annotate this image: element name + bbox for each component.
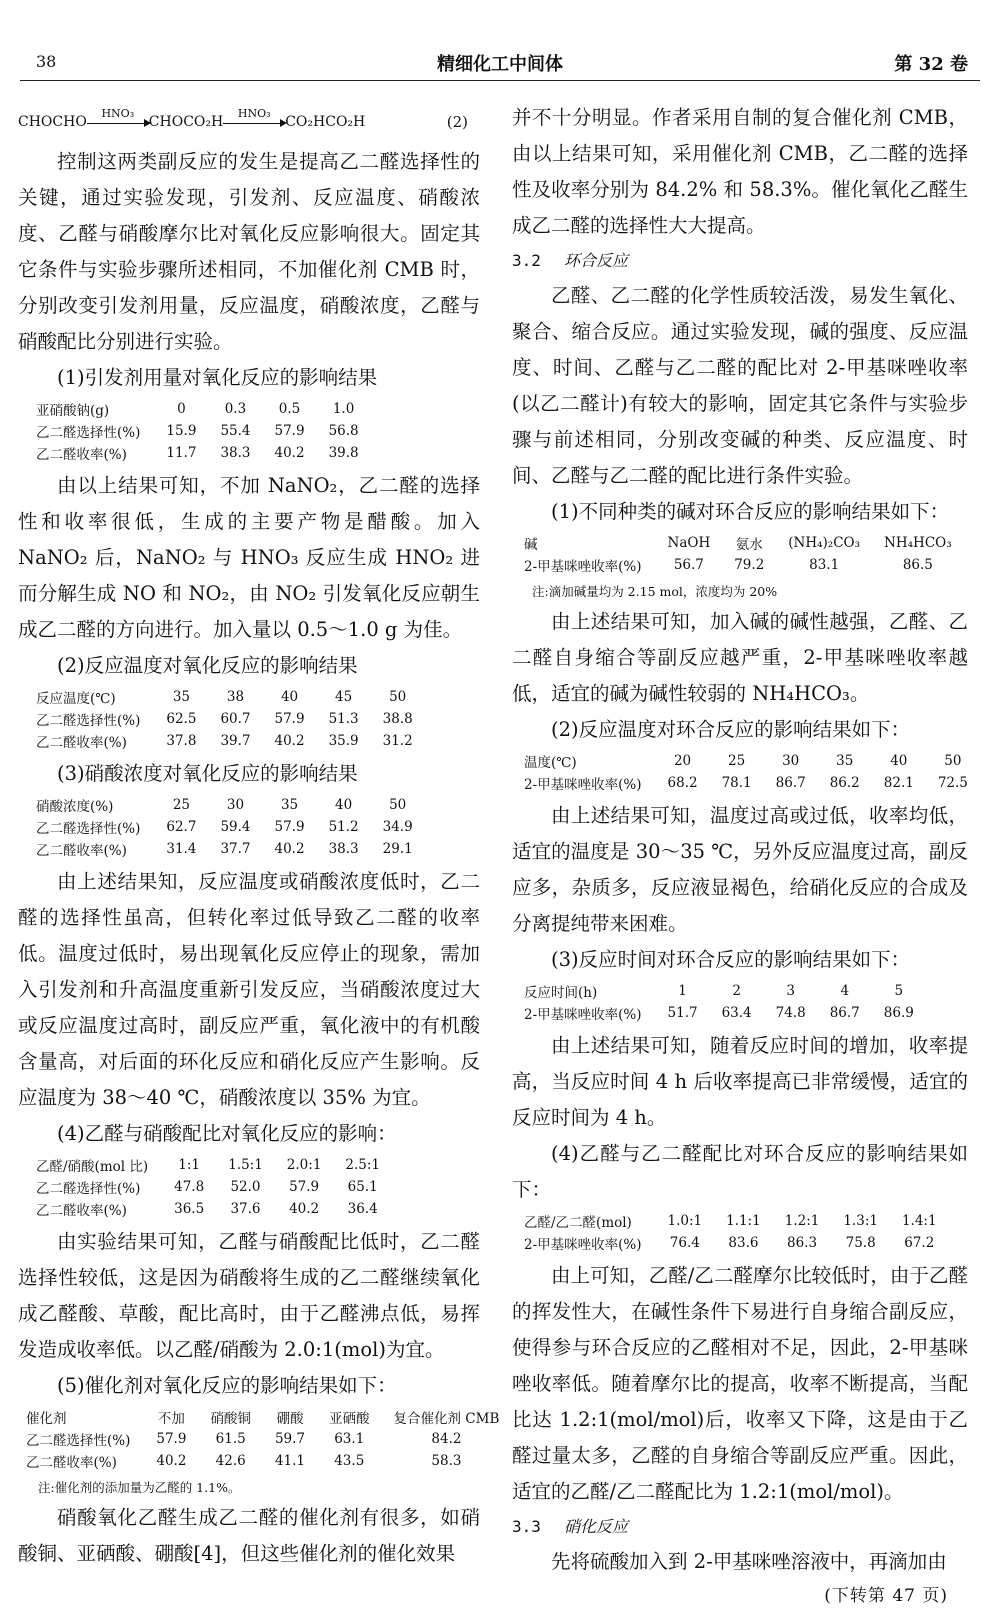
table-cell: 30 bbox=[226, 797, 245, 813]
table-cell: 47.8 bbox=[174, 1179, 205, 1195]
table-cell: 59.7 bbox=[274, 1431, 305, 1447]
table-cell: 63.4 bbox=[721, 1005, 752, 1021]
table-row bbox=[36, 398, 371, 420]
table-cell: 59.4 bbox=[220, 819, 251, 835]
arrow-reagent-1: HNO₃ bbox=[101, 106, 135, 120]
table-cell: 3 bbox=[786, 983, 795, 999]
table-cell: (NH₄)₂CO₃ bbox=[788, 535, 861, 551]
table-cell: 51.3 bbox=[328, 711, 359, 727]
table-cell: 40.2 bbox=[156, 1453, 187, 1469]
table-row bbox=[36, 442, 371, 464]
subheading: (3)硝酸浓度对氧化反应的影响结果 bbox=[57, 762, 358, 785]
table-cell: 57.9 bbox=[156, 1431, 187, 1447]
table-row bbox=[524, 980, 926, 1002]
paragraph: 由上可知，乙醛/乙二醛摩尔比较低时，由于乙醛的挥发性大，在碱性条件下易进行自身缩合副反应，使得参与环合反应的乙醛相对不足，因此，2-甲基咪唑收率低。随着摩尔比的提高，收率不断提高，当配比达 1.2:1(mol/mol)后，收率又下降，这是由于乙醛过量太多，乙醛的自身缩合等副反应严重。因此，适宜的乙醛/乙二醛配比为 1.2:1(mol/mol)。 bbox=[512, 1264, 968, 1503]
table-cell: 40.2 bbox=[289, 1201, 320, 1217]
section-heading bbox=[512, 1510, 968, 1544]
page-number: 38 bbox=[36, 52, 57, 71]
table-cell: 15.9 bbox=[166, 423, 197, 439]
data-table bbox=[524, 1210, 949, 1254]
table-cell: NaOH bbox=[667, 535, 711, 551]
table-cell: 50 bbox=[389, 689, 407, 705]
table-row bbox=[524, 1232, 949, 1254]
table-cell: 61.5 bbox=[215, 1431, 246, 1447]
table-cell: 2.0:1 bbox=[286, 1157, 322, 1173]
table-cell: 68.2 bbox=[667, 775, 698, 791]
table-cell: 51.7 bbox=[667, 1005, 698, 1021]
data-table bbox=[524, 532, 964, 576]
table-cell: 0.5 bbox=[278, 401, 301, 417]
paragraph: 由上述结果知，反应温度或硝酸浓度低时，乙二醛的选择性虽高，但转化率过低导致乙二醛的收率低。温度过低时，易出现氧化反应停止的现象，需加入引发剂和升高温度重新引发反应，当硝酸浓度过大或反应温度过高时，副反应严重，氧化液中的有机酸含量高，对后面的环化反应和硝化反应产生影响。反应温度为 38～40 ℃，硝酸浓度以 35% 为宜。 bbox=[18, 870, 480, 1109]
table-row bbox=[524, 750, 980, 772]
table-cell: 57.9 bbox=[289, 1179, 320, 1195]
table-cell: 30 bbox=[782, 753, 800, 769]
table-cell: 35.9 bbox=[328, 733, 359, 749]
table-cell: 55.4 bbox=[220, 423, 251, 439]
table-cell: 38.3 bbox=[328, 841, 359, 857]
table-cell: 50 bbox=[389, 797, 407, 813]
table-cell: 56.8 bbox=[328, 423, 359, 439]
page-header bbox=[20, 44, 980, 81]
table-note: 注:滴加碱量均为 2.15 mol，浓度均为 20% bbox=[532, 584, 778, 599]
table-row bbox=[524, 554, 964, 576]
table-cell: 4 bbox=[840, 983, 850, 999]
table-cell: 1.4:1 bbox=[901, 1213, 937, 1229]
subheading: (1)不同种类的碱对环合反应的影响结果如下： bbox=[551, 500, 950, 523]
table-cell: 38.8 bbox=[382, 711, 413, 727]
table-cell: 2 bbox=[732, 983, 741, 999]
table-cell: 45 bbox=[335, 689, 353, 705]
formula-product-1: CHOCO₂H bbox=[148, 114, 224, 130]
table-cell: 57.9 bbox=[274, 423, 305, 439]
table-cell: 5 bbox=[894, 983, 904, 999]
table-cell: 25 bbox=[728, 753, 746, 769]
data-table bbox=[524, 750, 980, 794]
table-cell: 83.1 bbox=[809, 557, 840, 573]
subheading: (4)乙醛与乙二醛配比对环合反应的影响结果如下： bbox=[512, 1142, 968, 1201]
table-cell: 1.0:1 bbox=[667, 1213, 703, 1229]
table-row bbox=[36, 838, 425, 860]
row-header: 乙二醛收率(%) bbox=[36, 1203, 127, 1219]
table-cell: 57.9 bbox=[274, 711, 305, 727]
paragraph: 先将硫酸加入到 2-甲基咪唑溶液中，再滴加由 bbox=[551, 1550, 947, 1573]
table-cell: 43.5 bbox=[334, 1453, 365, 1469]
subheading: (1)引发剂用量对氧化反应的影响结果 bbox=[57, 366, 378, 389]
paragraph: 并不十分明显。作者采用自制的复合催化剂 CMB，由以上结果可知，采用催化剂 CMB，乙二醛的选择性及收率分别为 84.2% 和 58.3%。催化氧化乙醛生成乙二醛的选择性大大提高。 bbox=[512, 106, 968, 237]
table-cell: 82.1 bbox=[883, 775, 914, 791]
table-cell: 86.5 bbox=[902, 557, 933, 573]
table-row bbox=[524, 772, 980, 794]
row-header: 反应温度(℃) bbox=[36, 691, 116, 707]
paragraph: 控制这两类副反应的发生是提高乙二醛选择性的关键，通过实验发现，引发剂、反应温度、硝酸浓度、乙醛与硝酸摩尔比对氧化反应影响很大。固定其它条件与实验步骤所述相同，不加催化剂 CMB 时，分别改变引发剂用量，反应温度，硝酸浓度，乙醛与硝酸配比分别进行实验。 bbox=[18, 150, 480, 353]
row-header: 乙二醛选择性(%) bbox=[36, 425, 141, 441]
table-cell: 36.4 bbox=[347, 1201, 378, 1217]
row-header: 乙二醛选择性(%) bbox=[36, 1181, 141, 1197]
table-cell: 亚硒酸 bbox=[329, 1411, 370, 1427]
table-row bbox=[36, 1176, 392, 1198]
table-row bbox=[524, 532, 964, 554]
table-cell: 1.3:1 bbox=[843, 1213, 878, 1229]
paragraph: 由上述结果可知，温度过高或过低，收率均低，适宜的温度是 30～35 ℃，另外反应温度过高，副反应多，杂质多，反应液显褐色，给硝化反应的合成及分离提纯带来困难。 bbox=[512, 804, 968, 935]
paragraph: 由以上结果可知，不加 NaNO₂，乙二醛的选择性和收率很低，生成的主要产物是醋酸。加入 NaNO₂ 后，NaNO₂ 与 HNO₃ 反应生成 HNO₂ 进而分解生成 NO 和 NO₂，由 NO₂ 引发氧化反应朝生成乙二醛的方向进行。加入量以 0.5～1.0 g 为佳。 bbox=[18, 474, 480, 641]
table-cell: 41.1 bbox=[274, 1453, 305, 1469]
subheading: (5)催化剂对氧化反应的影响结果如下： bbox=[57, 1374, 397, 1397]
table-cell: 36.5 bbox=[174, 1201, 205, 1217]
table-cell: 58.3 bbox=[431, 1453, 462, 1469]
data-table bbox=[36, 794, 425, 860]
table-cell: 复合催化剂 CMB bbox=[393, 1411, 500, 1427]
reaction-equation bbox=[18, 100, 480, 144]
table-row bbox=[524, 1002, 926, 1024]
reaction-arrow-1 bbox=[87, 106, 149, 124]
table-cell: 40 bbox=[335, 797, 353, 813]
table-cell: 37.8 bbox=[166, 733, 197, 749]
table-cell: 不加 bbox=[157, 1411, 185, 1427]
row-header: 亚硝酸钠(g) bbox=[36, 403, 110, 419]
table-cell: 2.5:1 bbox=[345, 1157, 381, 1173]
table-cell: 20 bbox=[673, 753, 692, 769]
table-cell: 62.7 bbox=[166, 819, 197, 835]
table-cell: 75.8 bbox=[845, 1235, 876, 1251]
table-cell: 40.2 bbox=[274, 445, 305, 461]
table-cell: 34.9 bbox=[382, 819, 413, 835]
table-row bbox=[36, 1198, 392, 1220]
table-cell: 52.0 bbox=[230, 1179, 261, 1195]
table-cell: 84.2 bbox=[431, 1431, 462, 1447]
data-table bbox=[36, 398, 371, 464]
row-header: 反应时间(h) bbox=[524, 985, 598, 1001]
table-cell: 37.6 bbox=[230, 1201, 261, 1217]
table-cell: 29.1 bbox=[382, 841, 413, 857]
row-header: 乙醛/硝酸(mol 比) bbox=[36, 1159, 149, 1175]
table-cell: 1:1 bbox=[178, 1157, 201, 1173]
row-header: 乙二醛收率(%) bbox=[36, 735, 127, 751]
row-header: 乙二醛选择性(%) bbox=[26, 1433, 131, 1449]
table-cell: 50 bbox=[944, 753, 962, 769]
table-cell: 86.7 bbox=[775, 775, 806, 791]
table-row bbox=[26, 1406, 511, 1428]
row-header: 催化剂 bbox=[26, 1411, 67, 1427]
table-cell: 11.7 bbox=[166, 445, 197, 461]
table-row bbox=[36, 794, 425, 816]
row-header: 2-甲基咪唑收率(%) bbox=[524, 1007, 642, 1023]
equation-number: (2) bbox=[446, 113, 468, 131]
table-cell: 硝酸铜 bbox=[210, 1411, 251, 1427]
data-table bbox=[524, 980, 926, 1024]
table-cell: 67.2 bbox=[904, 1235, 935, 1251]
table-cell: 31.4 bbox=[166, 841, 197, 857]
table-cell: 86.2 bbox=[829, 775, 860, 791]
subheading: (2)反应温度对氧化反应的影响结果 bbox=[57, 654, 358, 677]
table-cell: 1.0 bbox=[332, 401, 355, 417]
paragraph: 由上述结果可知，加入碱的碱性越强，乙醛、乙二醛自身缩合等副反应越严重，2-甲基咪唑收率越低，适宜的碱为碱性较弱的 NH₄HCO₃。 bbox=[512, 610, 968, 705]
table-cell: 硼酸 bbox=[276, 1411, 304, 1427]
left-column bbox=[18, 100, 500, 1572]
section-title: 硝化反应 bbox=[564, 1517, 629, 1536]
table-cell: 37.7 bbox=[220, 841, 251, 857]
paragraph: 乙醛、乙二醛的化学性质较活泼，易发生氧化、聚合、缩合反应。通过实验发现，碱的强度、反应温度、时间、乙醛与乙二醛的配比对 2-甲基咪唑收率(以乙二醛计)有较大的影响，固定其它条件与实验步骤与前述相同，分别改变碱的种类、反应温度、时间、乙醛与乙二醛的配比进行条件实验。 bbox=[512, 284, 968, 487]
table-cell: 0 bbox=[177, 401, 186, 417]
table-cell: 31.2 bbox=[382, 733, 413, 749]
row-header: 乙二醛选择性(%) bbox=[36, 821, 141, 837]
row-header: 乙醛/乙二醛(mol) bbox=[524, 1215, 632, 1231]
data-table bbox=[26, 1406, 511, 1472]
section-number: 3.3 bbox=[512, 1517, 541, 1536]
paragraph: 由实验结果可知，乙醛与硝酸配比低时，乙二醛选择性较低，这是因为硝酸将生成的乙二醛继续氧化成乙醛酸、草酸，配比高时，由于乙醛沸点低，易挥发造成收率低。以乙醛/硝酸为 2.0:1(mol)为宜。 bbox=[18, 1230, 480, 1361]
row-header: 温度(℃) bbox=[524, 755, 577, 771]
table-cell: 40.2 bbox=[274, 733, 305, 749]
section-title: 环合反应 bbox=[564, 251, 629, 270]
table-cell: NH₄HCO₃ bbox=[884, 535, 952, 551]
continued-note: (下转第 47 页) bbox=[824, 1586, 948, 1606]
row-header: 2-甲基咪唑收率(%) bbox=[524, 777, 642, 793]
table-cell: 42.6 bbox=[215, 1453, 246, 1469]
row-header: 2-甲基咪唑收率(%) bbox=[524, 1237, 642, 1253]
table-cell: 39.7 bbox=[220, 733, 251, 749]
table-row bbox=[524, 1210, 949, 1232]
table-cell: 63.1 bbox=[334, 1431, 365, 1447]
journal-title: 精细化工中间体 bbox=[437, 54, 563, 75]
table-cell: 1.2:1 bbox=[784, 1213, 820, 1229]
table-cell: 74.8 bbox=[775, 1005, 806, 1021]
subheading: (3)反应时间对环合反应的影响结果如下： bbox=[551, 948, 911, 971]
row-header: 碱 bbox=[524, 537, 538, 553]
table-row bbox=[36, 686, 425, 708]
table-cell: 39.8 bbox=[328, 445, 359, 461]
table-cell: 38.3 bbox=[220, 445, 251, 461]
volume-label: 第 32 卷 bbox=[894, 54, 968, 75]
table-cell: 0.3 bbox=[224, 401, 247, 417]
row-header: 乙二醛收率(%) bbox=[26, 1455, 117, 1471]
table-cell: 56.7 bbox=[673, 557, 704, 573]
table-cell: 1 bbox=[678, 983, 687, 999]
table-cell: 35 bbox=[836, 753, 854, 769]
arrow-reagent-2: HNO₃ bbox=[237, 106, 271, 120]
table-cell: 35 bbox=[172, 689, 190, 705]
row-header: 2-甲基咪唑收率(%) bbox=[524, 559, 642, 575]
table-note: 注:催化剂的添加量为乙醛的 1.1%。 bbox=[38, 1480, 241, 1495]
right-column bbox=[512, 100, 968, 1612]
subheading: (2)反应温度对环合反应的影响结果如下： bbox=[551, 718, 911, 741]
row-header: 乙二醛收率(%) bbox=[36, 447, 127, 463]
table-cell: 65.1 bbox=[347, 1179, 378, 1195]
table-row bbox=[36, 420, 371, 442]
paragraph: 由上述结果可知，随着反应时间的增加，收率提高，当反应时间 4 h 后收率提高已非常缓慢，适宜的反应时间为 4 h。 bbox=[512, 1034, 968, 1129]
table-cell: 83.6 bbox=[728, 1235, 759, 1251]
table-cell: 86.9 bbox=[883, 1005, 914, 1021]
table-row bbox=[26, 1450, 511, 1472]
table-cell: 79.2 bbox=[734, 557, 765, 573]
data-table bbox=[36, 686, 425, 752]
table-cell: 86.7 bbox=[829, 1005, 860, 1021]
table-cell: 25 bbox=[172, 797, 190, 813]
table-row bbox=[26, 1428, 511, 1450]
table-cell: 氨水 bbox=[735, 537, 763, 553]
section-heading bbox=[512, 244, 968, 278]
formula-reactant: CHOCHO bbox=[18, 114, 87, 130]
table-cell: 76.4 bbox=[669, 1235, 700, 1251]
row-header: 硝酸浓度(%) bbox=[36, 799, 114, 815]
subheading: (4)乙醛与硝酸配比对氧化反应的影响： bbox=[57, 1122, 397, 1145]
row-header: 乙二醛选择性(%) bbox=[36, 713, 141, 729]
table-cell: 51.2 bbox=[328, 819, 359, 835]
row-header: 乙二醛收率(%) bbox=[36, 843, 127, 859]
reaction-arrow-2 bbox=[223, 106, 285, 124]
table-cell: 40 bbox=[890, 753, 908, 769]
table-cell: 1.5:1 bbox=[228, 1157, 263, 1173]
table-cell: 57.9 bbox=[274, 819, 305, 835]
table-cell: 60.7 bbox=[220, 711, 251, 727]
section-number: 3.2 bbox=[512, 251, 541, 270]
table-cell: 35 bbox=[280, 797, 299, 813]
table-cell: 86.3 bbox=[787, 1235, 818, 1251]
table-row bbox=[36, 730, 425, 752]
data-table bbox=[36, 1154, 392, 1220]
table-cell: 62.5 bbox=[166, 711, 197, 727]
table-cell: 72.5 bbox=[937, 775, 968, 791]
table-cell: 40 bbox=[280, 689, 299, 705]
table-row bbox=[36, 1154, 392, 1176]
table-cell: 1.1:1 bbox=[726, 1213, 761, 1229]
table-cell: 38 bbox=[226, 689, 245, 705]
table-row bbox=[36, 708, 425, 730]
table-cell: 40.2 bbox=[274, 841, 305, 857]
table-cell: 78.1 bbox=[721, 775, 752, 791]
table-row bbox=[36, 816, 425, 838]
formula-product-2: CO₂HCO₂H bbox=[285, 114, 366, 130]
paragraph: 硝酸氧化乙醛生成乙二醛的催化剂有很多，如硝酸铜、亚硒酸、硼酸[4]，但这些催化剂的催化效果 bbox=[18, 1506, 480, 1565]
